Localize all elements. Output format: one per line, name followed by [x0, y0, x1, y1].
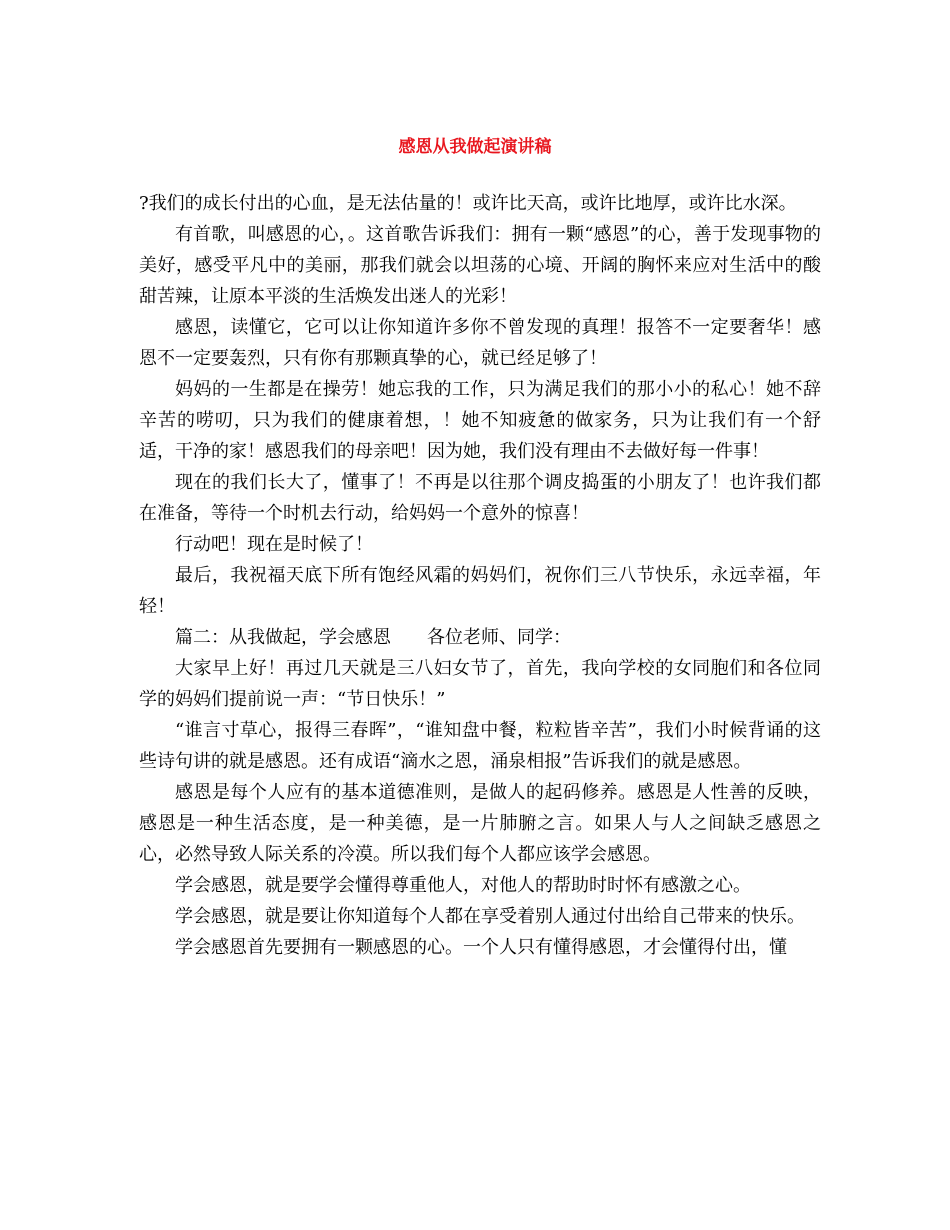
paragraph: 感恩，读懂它，它可以让你知道许多你不曾发现的真理！报答不一定要奢华！感恩不一定要轰烈，只有你有那颗真挚的心，就已经足够了！ [139, 317, 821, 369]
paragraph: 学会感恩，就是要学会懂得尊重他人，对他人的帮助时时怀有感激之心。 [175, 875, 751, 896]
paragraph: 篇二：从我做起，学会感恩 各位老师、同学： [175, 627, 571, 648]
paragraph: 学会感恩首先要拥有一颗感恩的心。一个人只有懂得感恩，才会懂得付出，懂 [175, 937, 787, 958]
paragraph: 感恩是每个人应有的基本道德准则，是做人的起码修养。感恩是人性善的反映，感恩是一种生活态度，是一种美德，是一片肺腑之言。如果人与人之间缺乏感恩之心，必然导致人际关系的冷漠。所以我们每个人都应该学会感恩。 [139, 782, 821, 865]
paragraph: 学会感恩，就是要让你知道每个人都在享受着别人通过付出给自己带来的快乐。 [175, 906, 805, 927]
paragraph: ?我们的成长付出的心血，是无法估量的！或许比天高，或许比地厚，或许比水深。 [139, 193, 797, 214]
paragraph: 妈妈的一生都是在操劳！她忘我的工作，只为满足我们的那小小的私心！她不辞辛苦的唠叨，只为我们的健康着想，！她不知疲惫的做家务，只为让我们有一个舒适，干净的家！感恩我们的母亲吧！因为她，我们没有理由不去做好每一件事！ [139, 379, 821, 462]
paragraph: 大家早上好！再过几天就是三八妇女节了，首先，我向学校的女同胞们和各位同学的妈妈们提前说一声：“节日快乐！” [139, 658, 821, 710]
paragraph: 行动吧！现在是时候了！ [175, 534, 373, 555]
paragraph: 有首歌，叫感恩的心，。这首歌告诉我们：拥有一颗“感恩”的心，善于发现事物的美好，感受平凡中的美丽，那我们就会以坦荡的心境、开阔的胸怀来应对生活中的酸甜苦辣，让原本平淡的生活焕发出迷人的光彩！ [139, 224, 821, 307]
document-body [139, 188, 821, 963]
paragraph: “谁言寸草心，报得三春晖”，“谁知盘中餐，粒粒皆辛苦”，我们小时候背诵的这些诗句讲的就是感恩。还有成语“滴水之恩，涌泉相报”告诉我们的就是感恩。 [139, 720, 821, 772]
document-title: 感恩从我做起演讲稿 [398, 137, 552, 158]
paragraph: 现在的我们长大了，懂事了！不再是以往那个调皮捣蛋的小朋友了！也许我们都在准备，等待一个时机去行动，给妈妈一个意外的惊喜！ [139, 472, 821, 524]
paragraph: 最后，我祝福天底下所有饱经风霜的妈妈们，祝你们三八节快乐，永远幸福，年轻！ [139, 565, 821, 617]
